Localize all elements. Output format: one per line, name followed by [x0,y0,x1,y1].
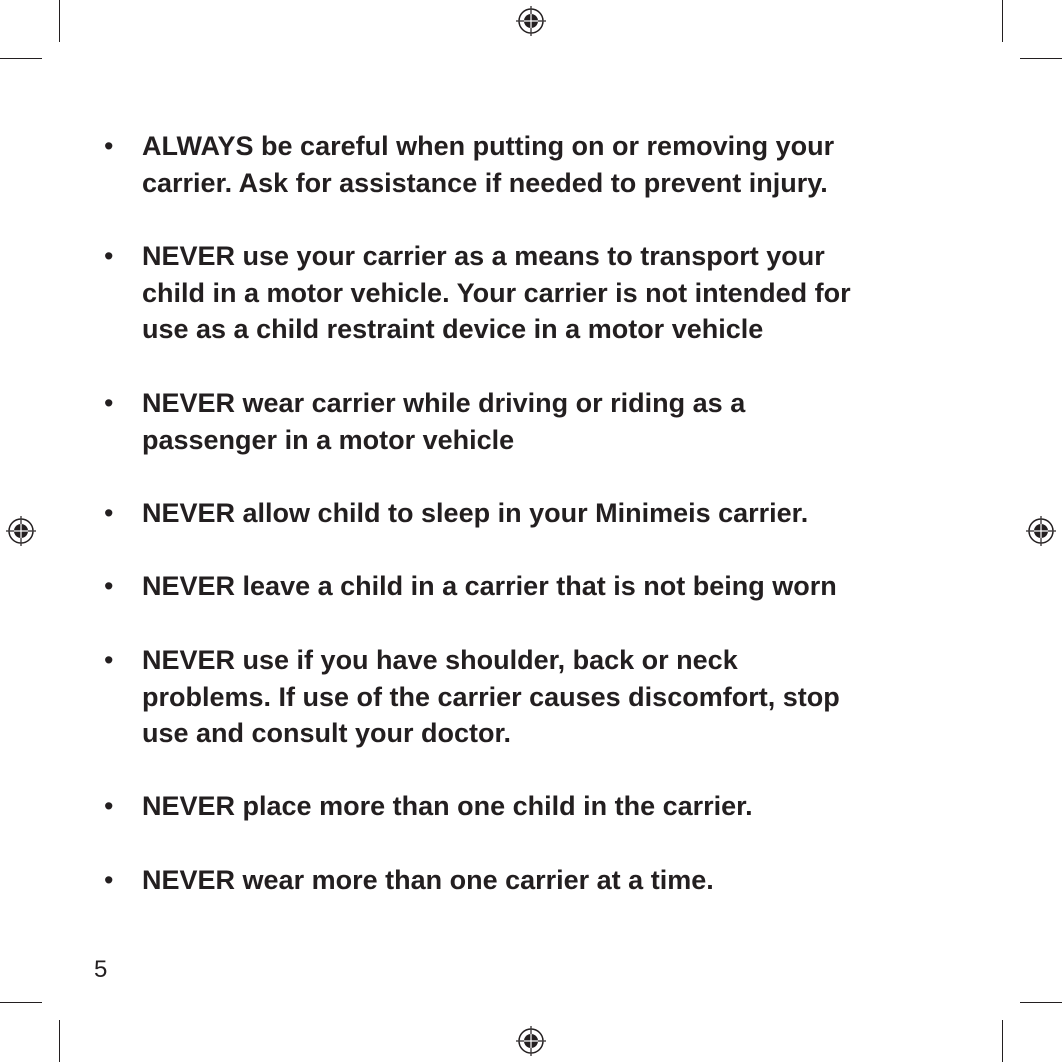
warning-body: use your carrier as a means to transport your child in a motor vehicle. Your carrier is not intended for use as a child restraint device in a motor vehicle [142,241,851,344]
bullet-icon: • [104,791,114,821]
bullet-icon: • [104,388,114,418]
warning-text [142,128,962,201]
warning-text [142,788,962,825]
warning-text [142,238,962,348]
warning-keyword: ALWAYS [142,131,254,161]
warning-keyword: NEVER [142,865,236,895]
warning-keyword: NEVER [142,791,236,821]
warning-keyword: NEVER [142,498,236,528]
warning-body: allow child to sleep in your Minimeis carrier. [235,498,809,528]
warning-body: be careful when putting on or removing your carrier. Ask for assistance if needed to prevent injury. [142,131,835,198]
bullet-icon: • [104,241,114,271]
warning-text [142,568,962,605]
warning-keyword: NEVER [142,241,236,271]
warning-text [142,862,962,899]
warning-keyword: NEVER [142,388,236,418]
bullet-icon: • [104,571,114,601]
warning-text [142,495,962,532]
warning-body: wear carrier while driving or riding as a passenger in a motor vehicle [142,388,746,455]
warning-body: wear more than one carrier at a time. [235,865,714,895]
bullet-icon: • [104,131,114,161]
warning-text [142,385,962,458]
page-number: 5 [94,956,108,983]
bullet-icon: • [104,865,114,895]
warning-text [142,642,962,752]
warning-body: use if you have shoulder, back or neck problems. If use of the carrier causes discomfort, stop use and consult your doctor. [142,645,840,748]
bullet-icon: • [104,645,114,675]
warning-body: place more than one child in the carrier. [235,791,753,821]
warning-keyword: NEVER [142,571,236,601]
warning-body: leave a child in a carrier that is not being worn [235,571,837,601]
warning-keyword: NEVER [142,645,236,675]
bullet-icon: • [104,498,114,528]
